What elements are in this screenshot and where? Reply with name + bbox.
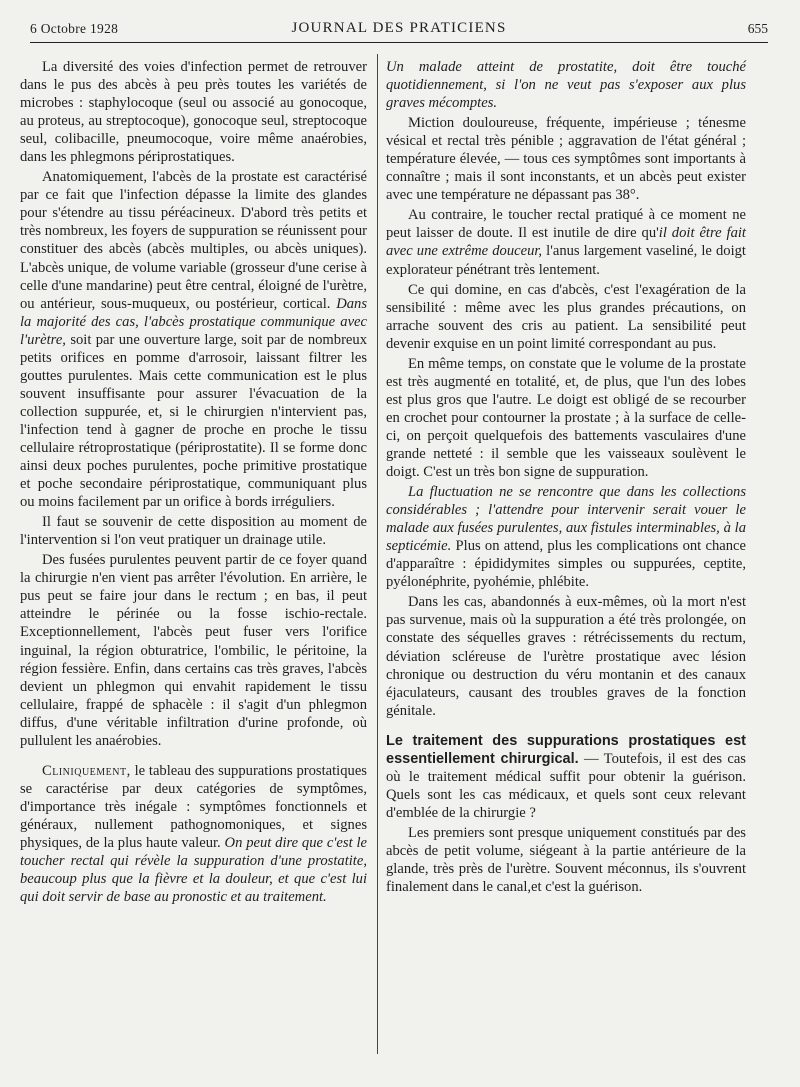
- anatomy-italic: Dans la majorité des cas, l'abcès prostatique communique avec l'urètre,: [20, 295, 367, 348]
- fluctuation-italic: La fluctuation ne se rencontre que dans les collections considérables ; l'attendre pour intervenir serait vouer le malade aux fusées purulentes, aux fistules interminables, à la septicémie.: [386, 484, 746, 555]
- paragraph-volume: En même temps, on constate que le volume de la prostate est très augmenté en totalité, et, de plus, que l'un des lobes est plus gros que l'autre. Le doigt est obligé de se recourber en crochet pour contourner la prostate ; à la surface de celle-ci, on perçoit quelquefois des battements vasculaires d'une grande netteté : il semble que les vaisseaux soulèvent le doigt. C'est un très bon signe de suppuration.: [386, 355, 746, 481]
- paragraph-toucher-quotidien: [386, 58, 746, 112]
- clinique-text: le tableau des suppurations prostatiques se caractérise par deux catégories de symptômes, d'importance très inégale : symptômes fonctionnels et généraux, nullement pathognomoniques, et signes physiques, de la plus haute valeur.: [20, 762, 367, 851]
- paragraph-fluctuation: [386, 483, 746, 591]
- section-heading-traitement: Le traitement des suppurations prostatiques est essentiellement chirurgical.: [386, 732, 746, 767]
- anatomy-text-b: soit par une ouverture large, soit par de nombreux petits orifices en pomme d'arrosoir, laissant filtrer les gouttes purulentes. Mais cette communication est le plus souvent insuffisante pour assurer l'évacuation de la collection suppurée, et, si le chirurgien n'intervient pas, l'infection tend à gagner de proche en proche le tissu cellulaire rétroprostatique (périprostatite). Il se forme donc ainsi deux poches purulentes, poche primitive prostatique et poche secondaire périprostatique, communiquant plus ou moins facilement par un orifice à bords irréguliers.: [20, 331, 367, 511]
- paragraph-sequelles: Dans les cas, abandonnés à eux-mêmes, où la mort n'est pas survenue, mais où la suppuration a été très prolongée, on constate des séquelles graves : rétrécissements du rectum, déviation scléreuse de l'urètre prostatique avec lésion chronique ou destruction du véru montanin et des canaux éjaculateurs, causant des troubles graves de la fonction génitale.: [386, 594, 746, 719]
- paragraph-clinique: [20, 762, 367, 906]
- right-column: [386, 58, 746, 898]
- journal-title: JOURNAL DES PRATICIENS: [291, 20, 507, 36]
- toucher-text-b: l'anus largement vaseliné, le doigt explorateur pénétrant très lentement.: [386, 243, 746, 278]
- column-divider: [377, 54, 378, 1054]
- paragraph-microbes: La diversité des voies d'infection permet de retrouver dans le pus des abcès à peu près toutes les variétés de microbes : staphylocoque (seul ou associé au gonocoque, au proteus, au streptocoque), gonocoque seul, streptocoque seul, colibacille, pneumocoque, voire même anaérobies, dans les phlegmons périprostatiques.: [20, 59, 367, 166]
- toucher-douceur-italic: il doit être fait avec une extrême douceur,: [386, 225, 746, 260]
- toucher-italic: Un malade atteint de prostatite, doit être touché quotidiennement, si l'on ne veut pas s'exposer aux plus graves mécomptes.: [386, 59, 746, 112]
- traitement-text: — Toutefois, il est des cas où le traitement médical suffit pour obtenir la guérison. Quels sont les cas médicaux, et quels sont ceux relevant d'emblée de la chirurgie ?: [386, 750, 746, 821]
- paragraph-symptomes: Miction douloureuse, fréquente, impérieuse ; ténesme vésical et rectal très pénible ; aggravation de l'état général ; température élevée, — tous ces symptômes sont importants à connaître ; mais il sont inconstants, et un abcès peut exister avec une température ne dépassant pas 38°.: [386, 115, 746, 204]
- paragraph-anatomy: [20, 168, 367, 511]
- issue-date: 6 Octobre 1928: [30, 21, 119, 36]
- paragraph-sensibilite: Ce qui domine, en cas d'abcès, c'est l'exagération de la sensibilité : même avec les plus grandes précautions, on arrache souvent des cris au patient. La sensibilité peut devenir exquise en un point limité correspondant au pus.: [386, 281, 746, 352]
- left-column: [20, 58, 367, 908]
- fluctuation-text: Plus on attend, plus les complications ont chance d'apparaître : épididymites simples ou suppurées, ceptite, pyélonéphrite, pyohémie, phlébite.: [386, 538, 746, 591]
- toucher-text-a: Au contraire, le toucher rectal pratiqué à ce moment ne peut laisser de doute. Il est inutile de dire qu': [386, 207, 746, 242]
- clinique-lead: Cliniquement,: [42, 762, 131, 779]
- page-header: [30, 18, 768, 43]
- paragraph-premiers: Les premiers sont presque uniquement constitués par des abcès de petit volume, siégeant à la partie antérieure de la glande, très près de l'urètre. Souvent méconnus, ils s'ouvrent finalement dans le canal,et c'est la guérison.: [386, 824, 746, 896]
- anatomy-text-a: Anatomiquement, l'abcès de la prostate est caractérisé par ce fait que l'infection dépasse la limite des glandes pour s'étendre au tissu péréacineux. D'abord très petits et très nombreux, les foyers de suppuration se réunissent pour constituer des abcès (abcès multiples, ou abcès uniques). L'abcès unique, de volume variable (grosseur d'une cerise à celle d'une mandarine) peut être central, éloigné de l'urètre, ou antérieur, sous-muqueux, ou postérieur, cortical.: [20, 169, 367, 312]
- paragraph-disposition: Il faut se souvenir de cette disposition au moment de l'intervention si l'on veut pratiquer un drainage utile.: [20, 514, 367, 549]
- paragraph-fusees: Des fusées purulentes peuvent partir de ce foyer quand la chirurgie n'en vient pas arrêter l'évolution. En arrière, le pus peut se faire jour dans le rectum ; en bas, il peut atteindre le périnée ou la fosse ischio-rectale. Exceptionnellement, l'abcès peut fuser vers l'orifice inguinal, la région obturatrice, l'ombilic, le péritoine, la région fessière. Enfin, dans certains cas très graves, l'abcès devient un phlegmon qui envahit rapidement le tissu cellulaire, frappé de sphacèle : il s'agit d'un phlegmon diffus, d'une véritable infiltration d'urine profonde, où pullulent les anaérobies.: [20, 552, 367, 749]
- paragraph-traitement: [386, 732, 746, 822]
- paragraph-toucher-rectal: [386, 206, 746, 278]
- clinique-italic: On peut dire que c'est le toucher rectal qui révèle la suppuration d'une prostatite, beaucoup plus que la fièvre et la douleur, et que c'est lui qui doit servir de base au pronostic et au traitement.: [20, 834, 367, 906]
- page-number: 655: [747, 21, 768, 36]
